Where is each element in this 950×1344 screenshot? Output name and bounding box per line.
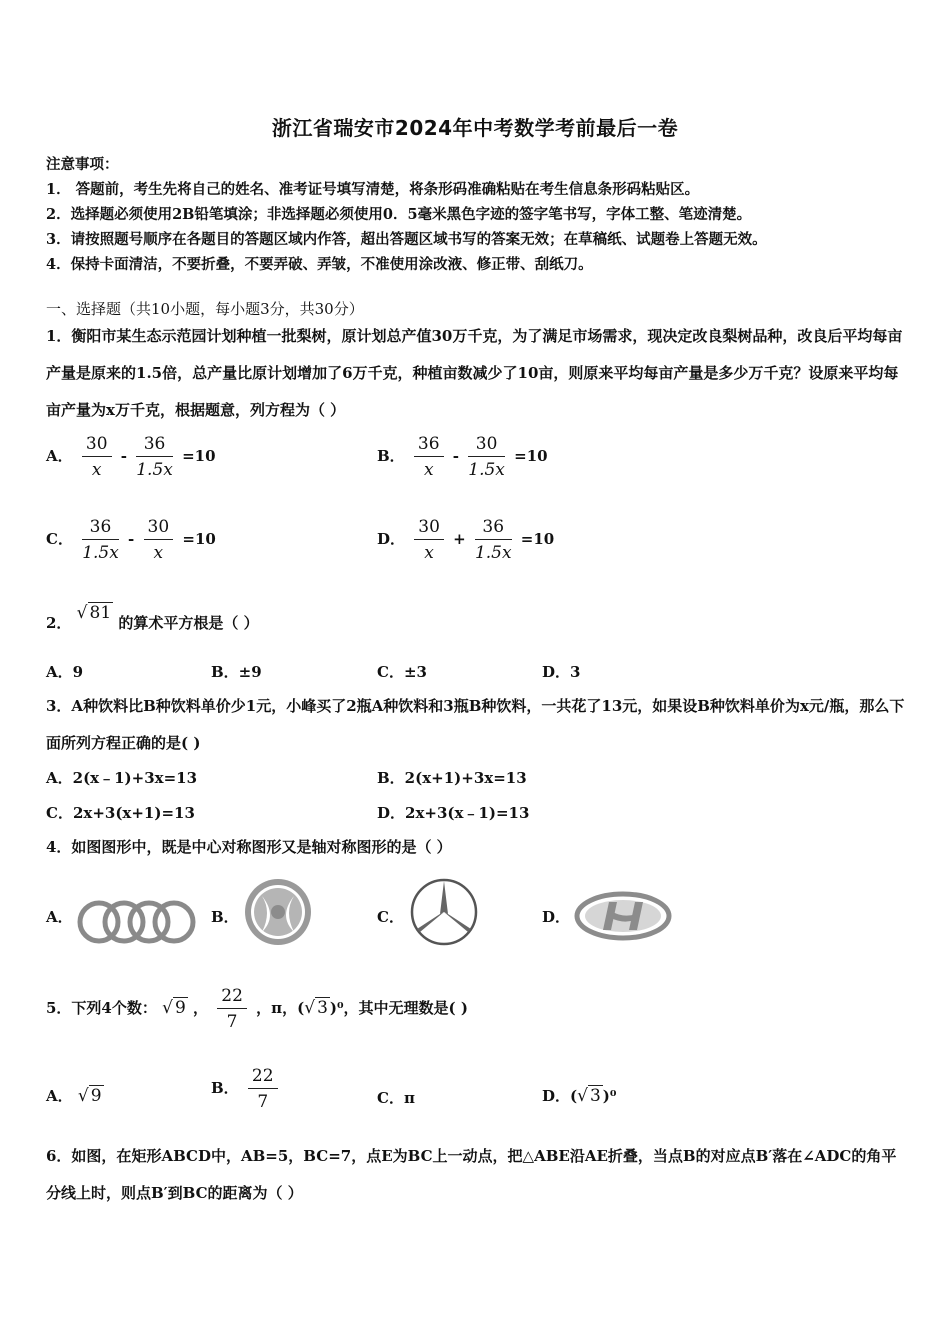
radicand: 9 <box>174 998 186 1018</box>
numerator: 36 <box>414 434 444 457</box>
numerator: 30 <box>82 434 112 457</box>
section-heading: 一、选择题（共10小题，每小题3分，共30分） <box>46 300 364 318</box>
sqrt-3: √ 3 <box>304 998 328 1018</box>
fraction <box>475 517 512 563</box>
sqrt-expression: √ 81 <box>76 603 112 623</box>
q4-option-d-label: D． <box>542 908 571 926</box>
question-tail: )⁰，其中无理数是( ) <box>329 999 468 1017</box>
note-item: 1． 答题前，考生先将自己的姓名、准考证号填写清楚，将条形码准确粘贴在考生信息条形码粘贴区。 <box>46 181 700 198</box>
denominator: 7 <box>226 1012 238 1032</box>
numerator: 30 <box>144 517 174 540</box>
q2-option-b: B．±9 <box>211 663 262 681</box>
q1-option-c <box>46 517 216 563</box>
denominator: x <box>423 460 434 480</box>
separator: ，π，( <box>256 999 305 1017</box>
fraction <box>414 434 444 480</box>
q5-option-b <box>211 1066 282 1112</box>
rhs: =10 <box>520 530 555 548</box>
numerator: 22 <box>248 1066 278 1089</box>
sqrt-9: √ 9 <box>162 998 186 1018</box>
numerator: 36 <box>475 517 512 540</box>
numerator: 36 <box>82 517 119 540</box>
notes-block <box>46 152 767 277</box>
rhs: =10 <box>182 447 216 465</box>
radicand: 3 <box>317 998 328 1018</box>
option-label: A． <box>46 1087 73 1105</box>
denominator: x <box>153 543 164 563</box>
numerator: 30 <box>414 517 444 540</box>
denominator: 1.5x <box>474 543 512 563</box>
radicand: 3 <box>589 1086 601 1106</box>
option-label: C． <box>46 530 73 548</box>
note-item: 2．选择题必须使用2B铅笔填涂；非选择题必须使用0．5毫米黑色字迹的签字笔书写，字体工整、笔迹清楚。 <box>46 206 752 223</box>
q2-option-a: A．9 <box>46 663 84 681</box>
denominator: 1.5x <box>136 460 173 480</box>
fraction <box>468 434 505 480</box>
denominator: 1.5x <box>82 543 119 563</box>
q3-option-d: D．2x+3(x﹣1)=13 <box>377 804 530 822</box>
q2-option-c: C．±3 <box>377 663 427 681</box>
q3-option-c: C．2x+3(x+1)=13 <box>46 804 195 822</box>
fraction <box>82 517 119 563</box>
sqrt-3: √ 3 <box>577 1086 601 1106</box>
denominator: x <box>91 460 102 480</box>
rhs: =10 <box>514 447 548 465</box>
fraction-22-7 <box>248 1066 278 1112</box>
note-item: 3．请按照题号顺序在各题目的答题区域内作答，超出答题区域书写的答案无效；在草稿纸、试题卷上答题无效。 <box>46 231 767 248</box>
question-5-text <box>46 986 468 1032</box>
denominator: x <box>424 543 434 563</box>
option-label: D．( <box>542 1087 578 1105</box>
denominator: 7 <box>257 1092 269 1112</box>
q4-option-a-label: A． <box>46 908 73 926</box>
exponent: )⁰ <box>602 1087 617 1105</box>
page-title: 浙江省瑞安市2024年中考数学考前最后一卷 <box>271 116 679 140</box>
sqrt-9: √ 9 <box>77 1086 102 1106</box>
notes-header: 注意事项： <box>46 156 119 173</box>
question-prefix: 5．下列4个数： <box>46 999 157 1017</box>
option-label: B． <box>377 447 405 465</box>
question-tail: 的算术平方根是（ ） <box>118 614 259 632</box>
question-1-text: 1．衡阳市某生态示范园计划种植一批梨树，原计划总产值30万千克，为了满足市场需求，现决定改良梨树品种，改良后平均每亩产量是原来的1.5倍，总产量比原计划增加了6万千克，种植亩数减少了10亩，则原来平均每亩产量是多少万千克？设原来平均每亩产量为x万千克，根据题意，列方程为（ ） <box>46 327 903 419</box>
fraction <box>136 434 173 480</box>
question-3-text: 3．A种饮料比B种饮料单价少1元，小峰买了2瓶A种饮料和3瓶B种饮料，一共花了13元，如果设B种饮料单价为x元/瓶，那么下面所列方程正确的是( ) <box>46 697 905 752</box>
rhs: =10 <box>182 530 216 548</box>
operator: + <box>453 530 466 548</box>
option-label: A． <box>46 447 73 465</box>
q5-option-a <box>46 1085 104 1106</box>
radicand: 9 <box>90 1086 102 1106</box>
question-2-text <box>46 603 259 633</box>
q4-option-c-label: C． <box>377 908 404 926</box>
numerator: 22 <box>217 986 247 1009</box>
note-item: 4．保持卡面清洁，不要折叠，不要弄破、弄皱，不准使用涂改液、修正带、刮纸刀。 <box>46 256 593 273</box>
q2-option-d: D．3 <box>542 663 581 681</box>
numerator: 30 <box>468 434 505 457</box>
operator: - <box>452 447 460 465</box>
dongfeng-logo-icon <box>242 876 314 948</box>
q5-option-d <box>542 1085 616 1106</box>
separator: ， <box>193 999 209 1017</box>
operator: - <box>128 530 135 548</box>
fraction <box>414 517 444 563</box>
question-6-text: 6．如图，在矩形ABCD中，AB=5，BC=7，点E为BC上一动点，把△ABE沿AE折叠，当点B的对应点B′落在∠ADC的角平分线上时，则点B′到BC的距离为（ ） <box>46 1147 897 1202</box>
q1-option-a <box>46 434 216 480</box>
fraction-22-7 <box>217 986 247 1032</box>
fraction <box>144 517 174 563</box>
q3-option-b: B．2(x+1)+3x=13 <box>377 769 527 787</box>
option-label: B． <box>211 1079 239 1097</box>
q5-option-c: C．π <box>377 1089 415 1107</box>
q3-option-a: A．2(x﹣1)+3x=13 <box>46 769 198 787</box>
radicand: 81 <box>89 603 112 623</box>
numerator: 36 <box>136 434 173 457</box>
hyundai-logo-icon <box>573 890 673 942</box>
question-number: 2． <box>46 614 72 632</box>
option-label: D． <box>377 530 406 548</box>
denominator: 1.5x <box>468 460 505 480</box>
operator: - <box>120 447 127 465</box>
audi-rings-logo-icon <box>75 898 199 946</box>
fraction <box>82 434 112 480</box>
question-4-text: 4．如图图形中，既是中心对称图形又是轴对称图形的是（ ） <box>46 838 452 856</box>
q1-option-d <box>377 517 554 563</box>
q1-option-b <box>377 434 548 480</box>
q4-option-b-label: B． <box>211 908 239 926</box>
mercedes-star-logo-icon <box>408 876 480 948</box>
